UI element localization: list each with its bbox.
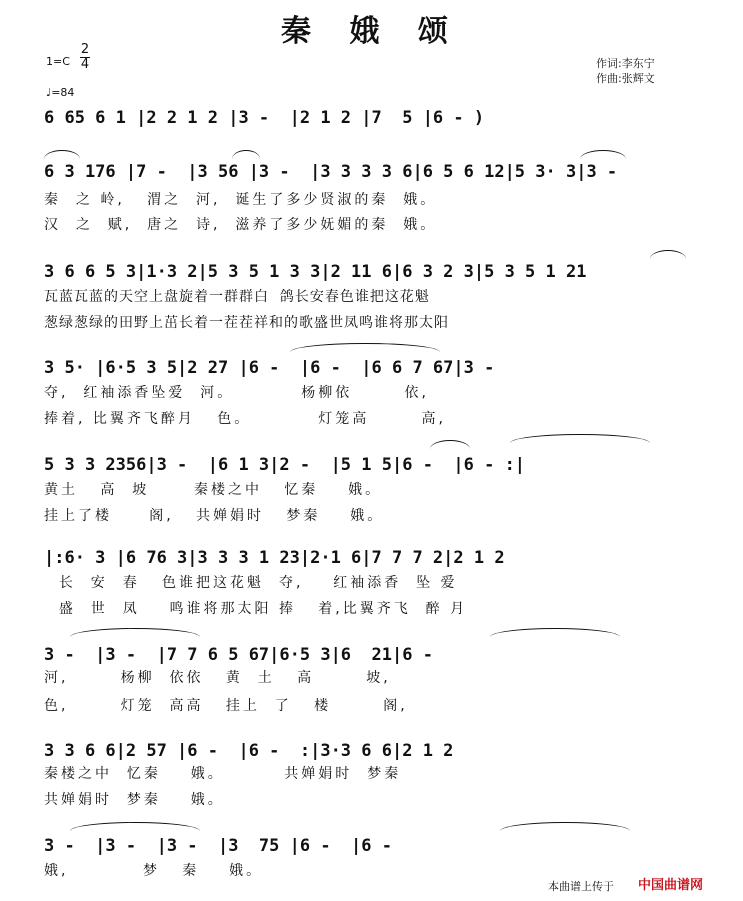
lyric-verse-1: 长 安 春 色谁把这花魁 夺, 红袖添香 坠 爱 — [44, 575, 458, 591]
slur-mark — [290, 343, 440, 352]
slur-mark — [650, 250, 686, 259]
lyric-verse-2: 色, 灯笼 高高 挂上 了 楼 阁, — [44, 698, 408, 714]
slur-mark — [490, 628, 620, 637]
notation-line: |:6· 3 |6 76 3|3 3 3 1 23|2·1 6|7 7 7 2|2 1 2 — [44, 548, 505, 568]
slur-mark — [430, 440, 470, 449]
lyric-verse-1: 夺, 红袖添香坠爱 河。 杨柳依 依, — [44, 385, 429, 401]
slur-mark — [232, 150, 260, 159]
tempo-marking: ♩=84 — [46, 86, 75, 99]
lyric-verse-2: 盛 世 凤 鸣谁将那太阳 捧 着,比翼齐飞 醉 月 — [44, 601, 468, 617]
notation-line: 3 6 6 5 3|1·3 2|5 3 5 1 3 3|2 11 6|6 3 2 3|5 3 5 1 21 — [44, 262, 587, 282]
slur-mark — [500, 822, 630, 831]
notation-line: 6 65 6 1 |2 2 1 2 |3 - |2 1 2 |7 5 |6 - ) — [44, 108, 485, 128]
notation-line: 3 5· |6·5 3 5|2 27 |6 - |6 - |6 6 7 67|3 - — [44, 358, 505, 378]
lyric-verse-2: 捧着, 比翼齐飞醉月 色。 灯笼高 高, — [44, 411, 446, 427]
lyric-verse-1: 秦楼之中 忆秦 娥。 共婵娟时 梦秦 — [44, 766, 402, 782]
lyric-verse-2: 挂上了楼 阁, 共婵娟时 梦秦 娥。 — [44, 508, 385, 524]
lyric-verse-1: 河, 杨柳 依依 黄 土 高 坡, — [44, 670, 391, 686]
slur-mark — [70, 628, 200, 637]
time-sig-top: 2 — [80, 42, 90, 57]
lyric-verse-1: 瓦蓝瓦蓝的天空上盘旋着一群群白 鸽长安春色谁把这花魁 — [44, 289, 430, 305]
lyricist-credit: 作词:李东宁 — [596, 57, 655, 70]
upload-notice: 本曲谱上传于 — [548, 880, 614, 893]
lyric-verse-2: 葱绿葱绿的田野上茁长着一茬茬祥和的歌盛世凤鸣谁将那太阳 — [44, 315, 449, 331]
composer-credit: 作曲:张辉文 — [596, 72, 655, 85]
lyric-verse-2: 汉 之 赋, 唐之 诗, 滋养了多少妩媚的秦 娥。 — [44, 217, 438, 233]
slur-mark — [70, 822, 200, 831]
notation-line: 3 3 6 6|2 57 |6 - |6 - :|3·3 6 6|2 1 2 — [44, 741, 454, 761]
lyric-verse-2: 共婵娟时 梦秦 娥。 — [44, 792, 225, 808]
lyric-verse-1: 秦 之 岭, 渭之 河, 诞生了多少贤淑的秦 娥。 — [44, 192, 438, 208]
lyric-verse-1: 黄土 高 坡 秦楼之中 忆秦 娥。 — [44, 482, 383, 498]
notation-line: 3 - |3 - |7 7 6 5 67|6·5 3|6 21|6 - — [44, 645, 444, 665]
time-signature — [80, 44, 90, 71]
site-logo[interactable]: 中国曲谱网 — [638, 878, 704, 893]
slur-mark — [580, 150, 626, 159]
notation-line: 3 - |3 - |3 - |3 75 |6 - |6 - — [44, 836, 403, 856]
song-title: 秦 娥 颂 — [281, 14, 462, 49]
slur-mark — [44, 150, 80, 159]
slur-mark — [510, 434, 650, 443]
notation-line: 6 3 176 |7 - |3 56 |3 - |3 3 3 3 6|6 5 6 12|5 3· 3|3 - — [44, 162, 628, 182]
time-sig-bottom: 4 — [80, 57, 90, 72]
key-signature: 1=C — [46, 55, 70, 68]
notation-line: 5 3 3 2356|3 - |6 1 3|2 - |5 1 5|6 - |6 - :| — [44, 455, 526, 475]
lyric-verse-1: 娥, 梦 秦 娥。 — [44, 863, 264, 879]
